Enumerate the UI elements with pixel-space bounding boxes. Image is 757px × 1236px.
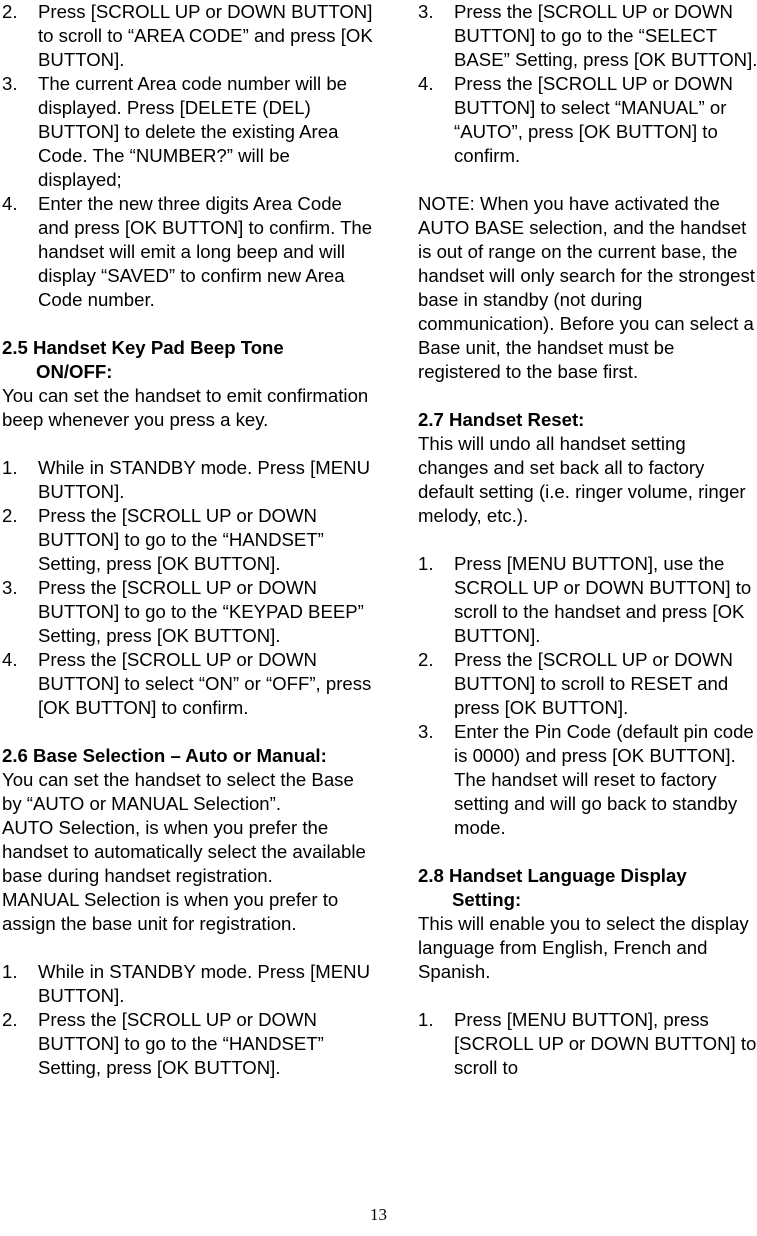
list-item (2, 72, 378, 192)
list-item (418, 72, 757, 168)
list-number: 4. (418, 73, 434, 94)
right-column (418, 0, 757, 1080)
list-number: 4. (2, 649, 18, 670)
list-number: 1. (418, 1009, 434, 1030)
list-number: 3. (418, 721, 434, 742)
paragraph: AUTO Selection, is when you prefer the handset to automatically select the available base during handset registration. (2, 817, 366, 886)
heading-line: Setting: (452, 889, 522, 910)
page-number: 13 (370, 1205, 387, 1224)
list-number: 2. (2, 505, 18, 526)
list-item (2, 576, 378, 648)
list-text: Press the [SCROLL UP or DOWN BUTTON] to go to the “SELECT BASE” Setting, press [OK BUTTON]. (454, 1, 757, 70)
section-intro: This will undo all handset setting changes and set back all to factory default setting (i.e. ringer volume, ringer melody, etc.). (418, 433, 746, 526)
list-text: The current Area code number will be displayed. Press [DELETE (DEL) BUTTON] to delete the existing Area Code. The “NUMBER?” will be displayed; (38, 73, 348, 190)
list-item (2, 1008, 378, 1080)
left-column (2, 0, 378, 1080)
list-item (2, 456, 378, 504)
list-item (418, 720, 757, 840)
list-text: Enter the new three digits Area Code and press [OK BUTTON] to confirm. The handset will emit a long beep and will display “SAVED” to confirm new Area Code number. (38, 193, 373, 310)
list-text: Press the [SCROLL UP or DOWN BUTTON] to select “ON” or “OFF”, press [OK BUTTON] to confirm. (38, 649, 372, 718)
list-item (2, 0, 378, 72)
list-number: 1. (418, 553, 434, 574)
section-heading-2-7: 2.7 Handset Reset: (418, 409, 585, 430)
spacer (2, 936, 378, 960)
list-number: 3. (418, 1, 434, 22)
paragraph: You can set the handset to select the Base by “AUTO or MANUAL Selection”. (2, 769, 354, 814)
list-item (2, 192, 378, 312)
list-number: 2. (2, 1, 18, 22)
spacer (418, 384, 757, 408)
list-text: Press [SCROLL UP or DOWN BUTTON] to scroll to “AREA CODE” and press [OK BUTTON]. (38, 1, 373, 70)
spacer (418, 528, 757, 552)
list-number: 1. (2, 961, 18, 982)
list-item (418, 552, 757, 648)
spacer (418, 168, 757, 192)
list-text: Enter the Pin Code (default pin code is 0000) and press [OK BUTTON]. The handset will reset to factory setting and will go back to standby mode. (454, 721, 754, 838)
list-item (418, 1008, 757, 1080)
list-item (2, 648, 378, 720)
list-text: Press [MENU BUTTON], use the SCROLL UP or DOWN BUTTON] to scroll to the handset and press [OK BUTTON]. (454, 553, 752, 646)
heading-line: ON/OFF: (36, 361, 113, 382)
list-item (418, 648, 757, 720)
list-number: 4. (2, 193, 18, 214)
list-text: While in STANDBY mode. Press [MENU BUTTON]. (38, 457, 371, 502)
list-text: Press the [SCROLL UP or DOWN BUTTON] to scroll to RESET and press [OK BUTTON]. (454, 649, 733, 718)
section-heading-2-6: 2.6 Base Selection – Auto or Manual: (2, 745, 327, 766)
list-number: 1. (2, 457, 18, 478)
section-intro: You can set the handset to emit confirmation beep whenever you press a key. (2, 385, 369, 430)
section-heading-2-5 (2, 336, 378, 384)
list-text: While in STANDBY mode. Press [MENU BUTTON]. (38, 961, 371, 1006)
list-item (2, 960, 378, 1008)
list-number: 3. (2, 577, 18, 598)
list-text: Press the [SCROLL UP or DOWN BUTTON] to go to the “HANDSET” Setting, press [OK BUTTON]. (38, 1009, 324, 1078)
list-item (418, 0, 757, 72)
list-number: 2. (2, 1009, 18, 1030)
list-item (2, 504, 378, 576)
spacer (2, 720, 378, 744)
list-text: Press the [SCROLL UP or DOWN BUTTON] to go to the “HANDSET” Setting, press [OK BUTTON]. (38, 505, 324, 574)
list-text: Press the [SCROLL UP or DOWN BUTTON] to go to the “KEYPAD BEEP” Setting, press [OK BUTTON]. (38, 577, 364, 646)
section-heading-2-8 (418, 864, 757, 912)
note-paragraph: NOTE: When you have activated the AUTO BASE selection, and the handset is out of range on the current base, the handset will only search for the strongest base in standby (not during communication). Before you can select a Base unit, the handset must be registered to the base first. (418, 193, 755, 382)
section-intro: This will enable you to select the display language from English, French and Spanish. (418, 913, 749, 982)
spacer (418, 984, 757, 1008)
list-number: 2. (418, 649, 434, 670)
list-text: Press the [SCROLL UP or DOWN BUTTON] to select “MANUAL” or “AUTO”, press [OK BUTTON] to confirm. (454, 73, 733, 166)
spacer (418, 840, 757, 864)
paragraph: MANUAL Selection is when you prefer to assign the base unit for registration. (2, 889, 339, 934)
heading-line: 2.8 Handset Language Display (418, 865, 687, 886)
heading-line: 2.5 Handset Key Pad Beep Tone (2, 337, 284, 358)
spacer (2, 432, 378, 456)
spacer (2, 312, 378, 336)
list-text: Press [MENU BUTTON], press [SCROLL UP or DOWN BUTTON] to scroll to (454, 1009, 757, 1078)
list-number: 3. (2, 73, 18, 94)
